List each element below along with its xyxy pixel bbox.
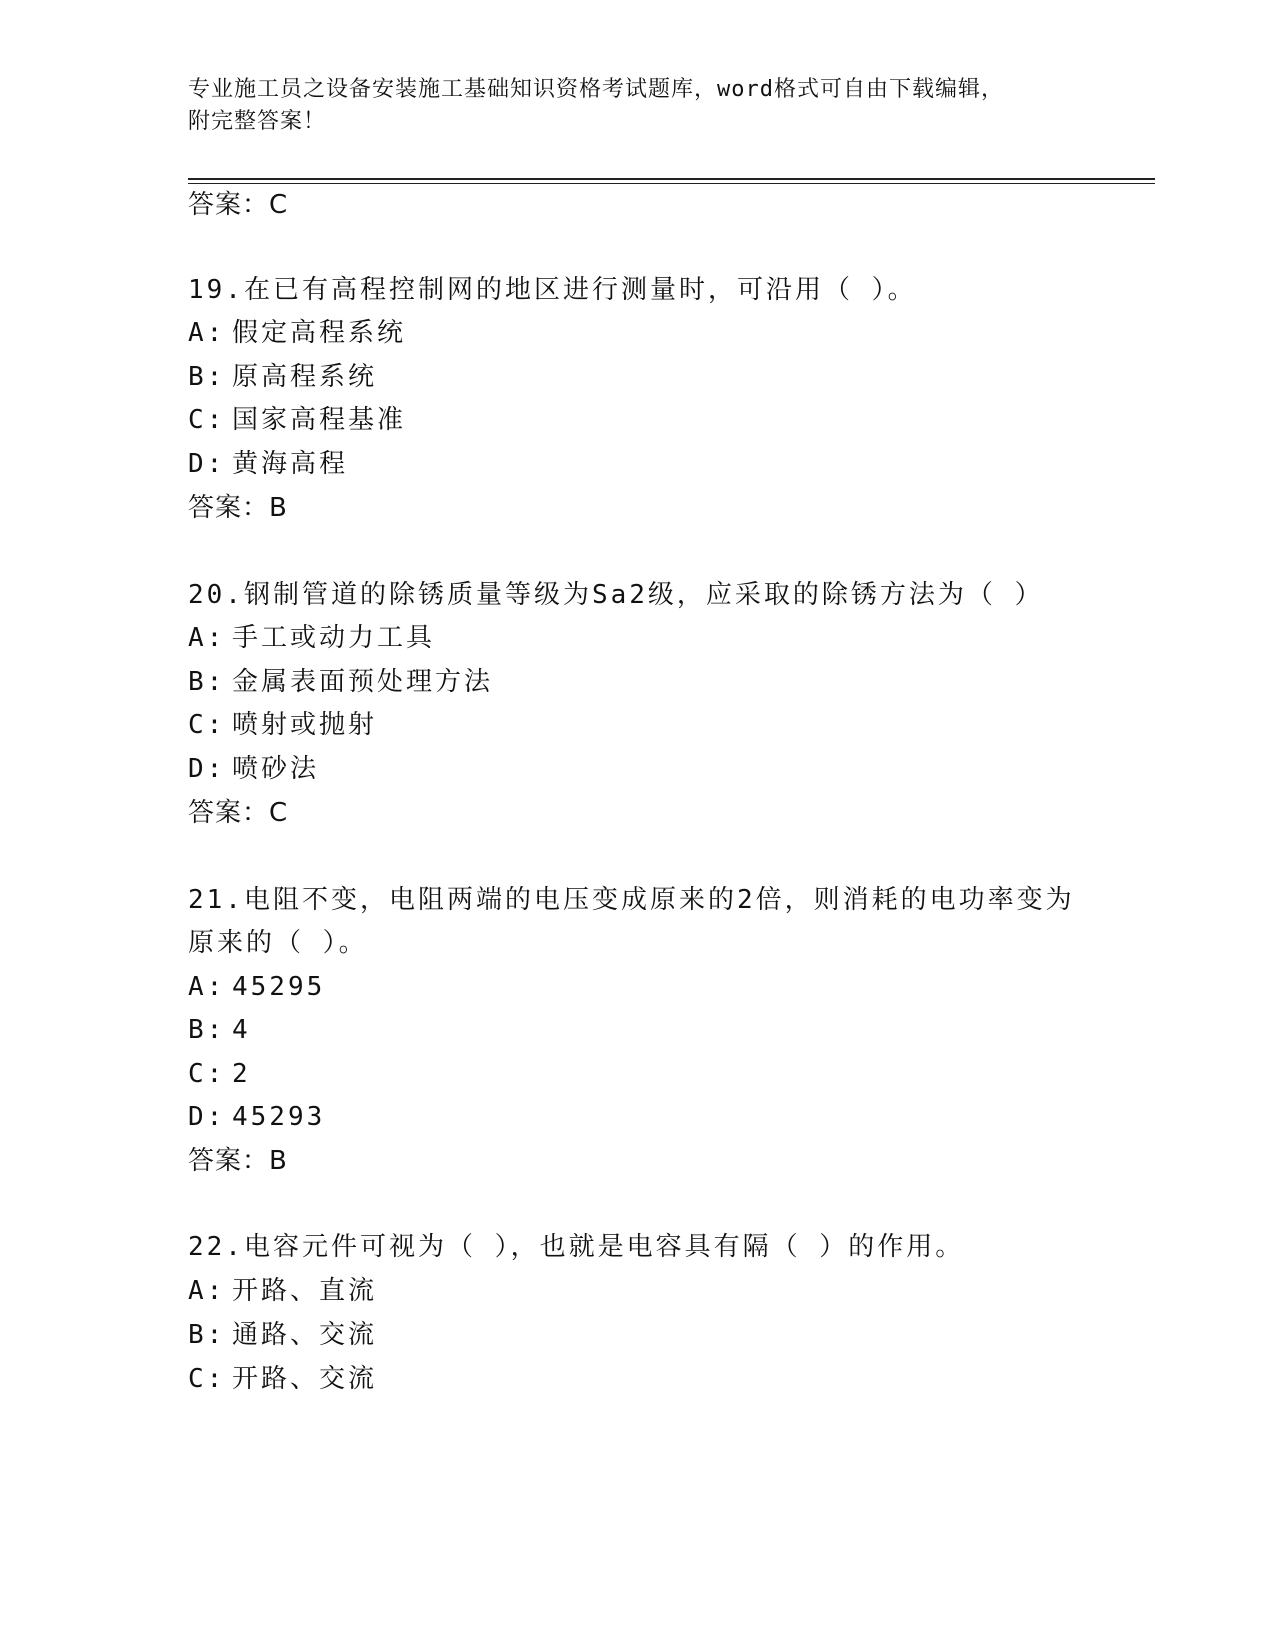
question-21-stem-line-2: 原来的（ ）。 (188, 928, 368, 958)
option-text: 45293 (232, 1102, 326, 1132)
question-19-option-d (188, 447, 348, 481)
option-text: 黄海高程 (232, 449, 349, 479)
option-label: D: (188, 449, 226, 479)
option-text: 通路、交流 (232, 1320, 378, 1350)
question-21-stem-line-1: 21.电阻不变，电阻两端的电压变成原来的2倍，则消耗的电功率变为 (188, 885, 1075, 915)
option-label: C: (188, 405, 226, 435)
option-label: B: (188, 667, 226, 697)
question-21-option-d (188, 1100, 325, 1134)
question-22-option-c (188, 1362, 377, 1396)
option-label: A: (188, 318, 226, 348)
question-19-option-a (188, 316, 406, 350)
option-text: 国家高程基准 (232, 405, 407, 435)
page-header (188, 74, 1088, 138)
option-text: 2 (232, 1059, 251, 1089)
option-label: B: (188, 1320, 226, 1350)
option-text: 45295 (232, 972, 326, 1002)
option-label: A: (188, 1276, 226, 1306)
question-20-option-d (188, 752, 319, 786)
option-label: A: (188, 972, 226, 1002)
question-20-option-a (188, 621, 435, 655)
option-label: D: (188, 754, 226, 784)
option-text: 假定高程系统 (232, 318, 407, 348)
option-label: A: (188, 623, 226, 653)
option-text: 喷砂法 (232, 754, 320, 784)
option-label: C: (188, 710, 226, 740)
option-text: 金属表面预处理方法 (232, 667, 494, 697)
option-text: 开路、直流 (232, 1276, 378, 1306)
option-label: B: (188, 1015, 226, 1045)
question-20-option-b (188, 665, 493, 699)
question-21-option-c (188, 1057, 251, 1091)
header-line-1: 专业施工员之设备安装施工基础知识资格考试题库，word格式可自由下载编辑， (188, 77, 1004, 102)
question-21-answer: 答案：B (188, 1146, 288, 1176)
option-label: C: (188, 1059, 226, 1089)
option-text: 原高程系统 (232, 362, 378, 392)
question-21-option-a (188, 970, 325, 1004)
question-20-stem: 20.钢制管道的除锈质量等级为Sa2级，应采取的除锈方法为（ ） (188, 580, 1044, 610)
option-text: 喷射或抛射 (232, 710, 378, 740)
option-text: 开路、交流 (232, 1364, 378, 1394)
option-label: B: (188, 362, 226, 392)
previous-answer: 答案：C (188, 190, 289, 220)
option-label: C: (188, 1364, 226, 1394)
option-text: 手工或动力工具 (232, 623, 436, 653)
question-21-option-b (188, 1013, 251, 1047)
header-divider-thin (188, 183, 1155, 184)
question-22-option-a (188, 1274, 377, 1308)
question-19-stem: 19.在已有高程控制网的地区进行测量时，可沿用（ ）。 (188, 275, 917, 305)
question-19-option-b (188, 360, 377, 394)
option-text: 4 (232, 1015, 251, 1045)
header-divider-thick (188, 178, 1155, 180)
question-20-option-c (188, 708, 377, 742)
option-label: D: (188, 1102, 226, 1132)
question-22-stem: 22.电容元件可视为（ ），也就是电容具有隔（ ）的作用。 (188, 1232, 965, 1262)
question-20-answer: 答案：C (188, 798, 289, 828)
question-19-option-c (188, 403, 406, 437)
question-22-option-b (188, 1318, 377, 1352)
header-line-2: 附完整答案！ (188, 109, 327, 134)
question-19-answer: 答案：B (188, 493, 288, 523)
